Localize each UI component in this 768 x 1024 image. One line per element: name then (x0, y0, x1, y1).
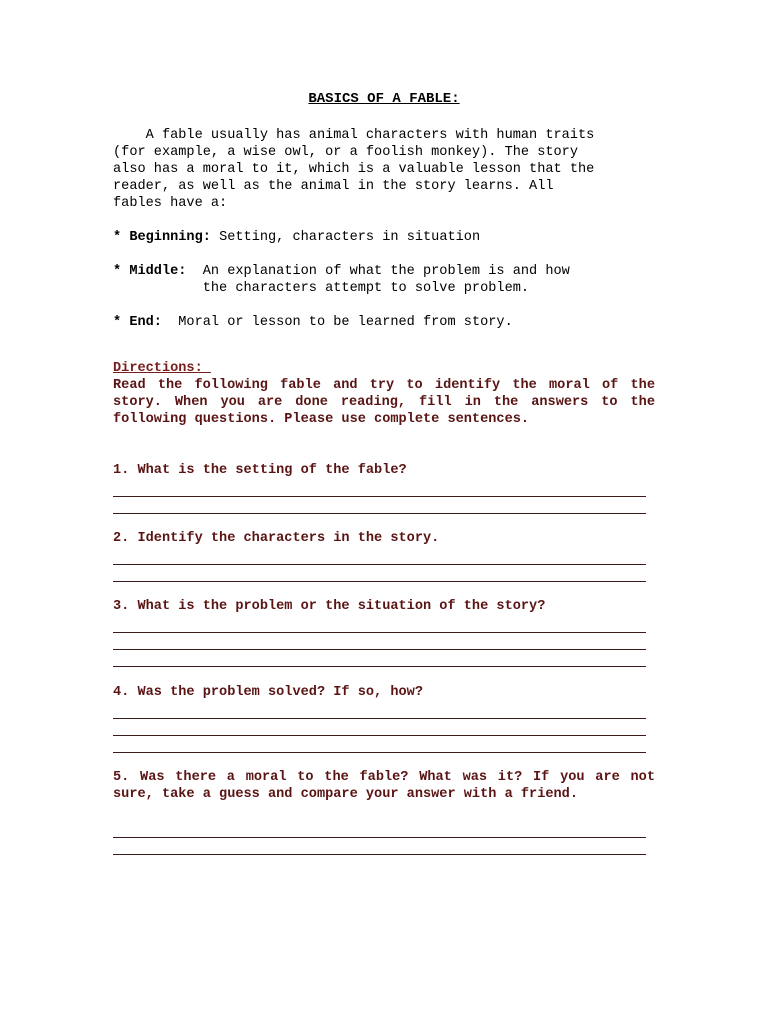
answer-line-1b[interactable] (113, 513, 646, 514)
element-middle-label: * Middle: (113, 264, 187, 279)
question-5: 5. Was there a moral to the fable? What was it? If you are not sure, take a guess and compare your answer with a friend. (113, 770, 655, 802)
page-title: BASICS OF A FABLE: (308, 91, 460, 107)
intro-paragraph (113, 127, 594, 212)
directions-heading: Directions: (113, 361, 211, 376)
answer-line-3a[interactable] (113, 632, 646, 633)
intro-line: also has a moral to it, which is a valuable lesson that the (113, 162, 595, 177)
question-2: 2. Identify the characters in the story. (113, 531, 440, 546)
element-beginning (113, 229, 480, 246)
answer-line-3b[interactable] (113, 649, 646, 650)
answer-line-4b[interactable] (113, 735, 646, 736)
element-middle-text-cont: the characters attempt to solve problem. (113, 281, 530, 296)
answer-line-4c[interactable] (113, 752, 646, 753)
answer-line-5b[interactable] (113, 854, 646, 855)
answer-line-5a[interactable] (113, 837, 646, 838)
intro-line: A fable usually has animal characters with human traits (113, 128, 595, 143)
answer-line-1a[interactable] (113, 496, 646, 497)
intro-line: (for example, a wise owl, or a foolish monkey). The story (113, 145, 578, 160)
answer-line-2a[interactable] (113, 564, 646, 565)
answer-line-2b[interactable] (113, 581, 646, 582)
directions-body: Read the following fable and try to identify the moral of the story. When you are done reading, fill in the answers to the following questions. Please use complete sentences. (113, 378, 655, 427)
element-end-text: Moral or lesson to be learned from story. (161, 315, 513, 330)
element-beginning-text: Setting, characters in situation (210, 230, 481, 245)
element-middle-text: An explanation of what the problem is and how (186, 264, 570, 279)
answer-line-3c[interactable] (113, 666, 646, 667)
question-1: 1. What is the setting of the fable? (113, 463, 407, 478)
element-beginning-label: * Beginning: (113, 230, 211, 245)
element-end (113, 314, 513, 331)
intro-line: fables have a: (113, 196, 228, 211)
element-end-label: * End: (113, 315, 162, 330)
element-middle (113, 263, 570, 297)
question-3: 3. What is the problem or the situation of the story? (113, 599, 546, 614)
answer-line-4a[interactable] (113, 718, 646, 719)
intro-line: reader, as well as the animal in the story learns. All (113, 179, 554, 194)
question-4: 4. Was the problem solved? If so, how? (113, 685, 423, 700)
